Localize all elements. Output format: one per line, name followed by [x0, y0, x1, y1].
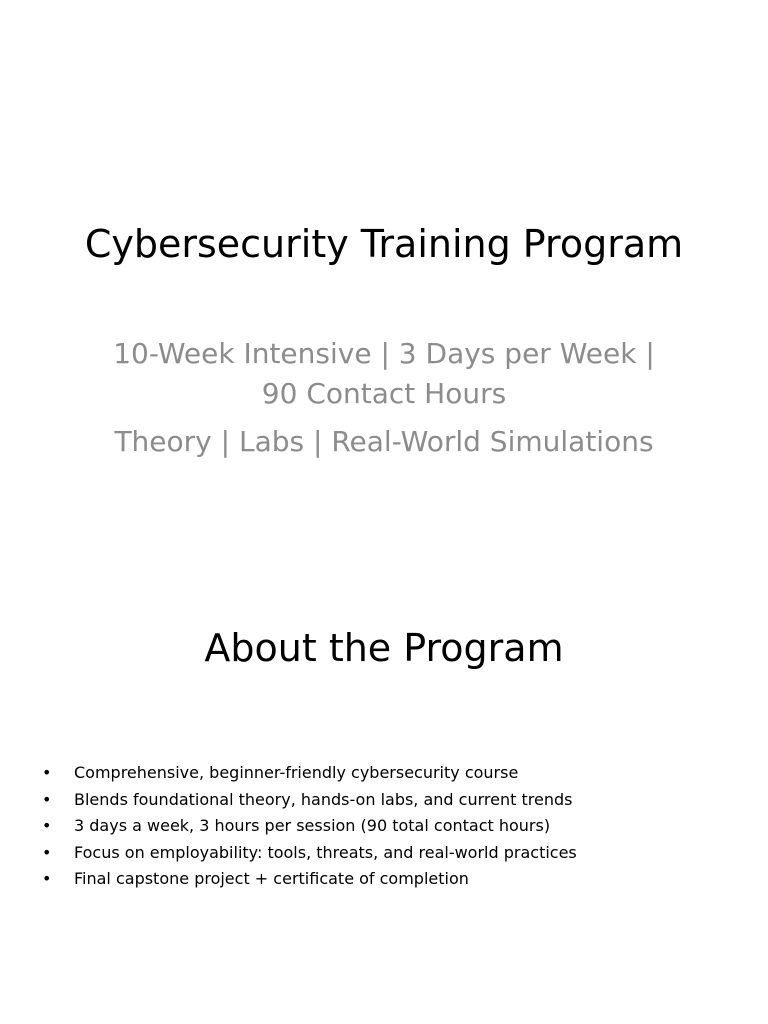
about-bullet-list — [42, 760, 732, 893]
about-heading: About the Program — [204, 626, 564, 670]
bullet-icon: • — [42, 816, 52, 836]
subtitle-block — [100, 334, 668, 470]
bullet-text: Comprehensive, beginner-friendly cybersecurity course — [74, 763, 519, 782]
list-item — [42, 840, 732, 867]
bullet-text: Blends foundational theory, hands-on labs, and current trends — [74, 789, 573, 809]
presentation-title: Cybersecurity Training Program — [84, 222, 684, 266]
subtitle-line-program-format: 10-Week Intensive | 3 Days per Week | 90 Contact Hours — [113, 337, 655, 410]
subtitle-line-program-components: Theory | Labs | Real-World Simulations — [114, 425, 654, 458]
about-slide — [0, 576, 768, 1024]
list-item — [42, 813, 732, 840]
list-item — [42, 760, 732, 787]
list-item — [42, 866, 732, 893]
bullet-text: Final capstone project + certificate of completion — [74, 869, 469, 889]
list-item — [42, 787, 732, 814]
bullet-icon: • — [42, 763, 52, 782]
bullet-icon: • — [42, 842, 52, 862]
bullet-text: Focus on employability: tools, threats, and real-world practices — [74, 842, 577, 862]
bullet-text: 3 days a week, 3 hours per session (90 total contact hours) — [74, 816, 551, 836]
bullet-icon: • — [42, 789, 52, 809]
bullet-icon: • — [42, 869, 52, 889]
